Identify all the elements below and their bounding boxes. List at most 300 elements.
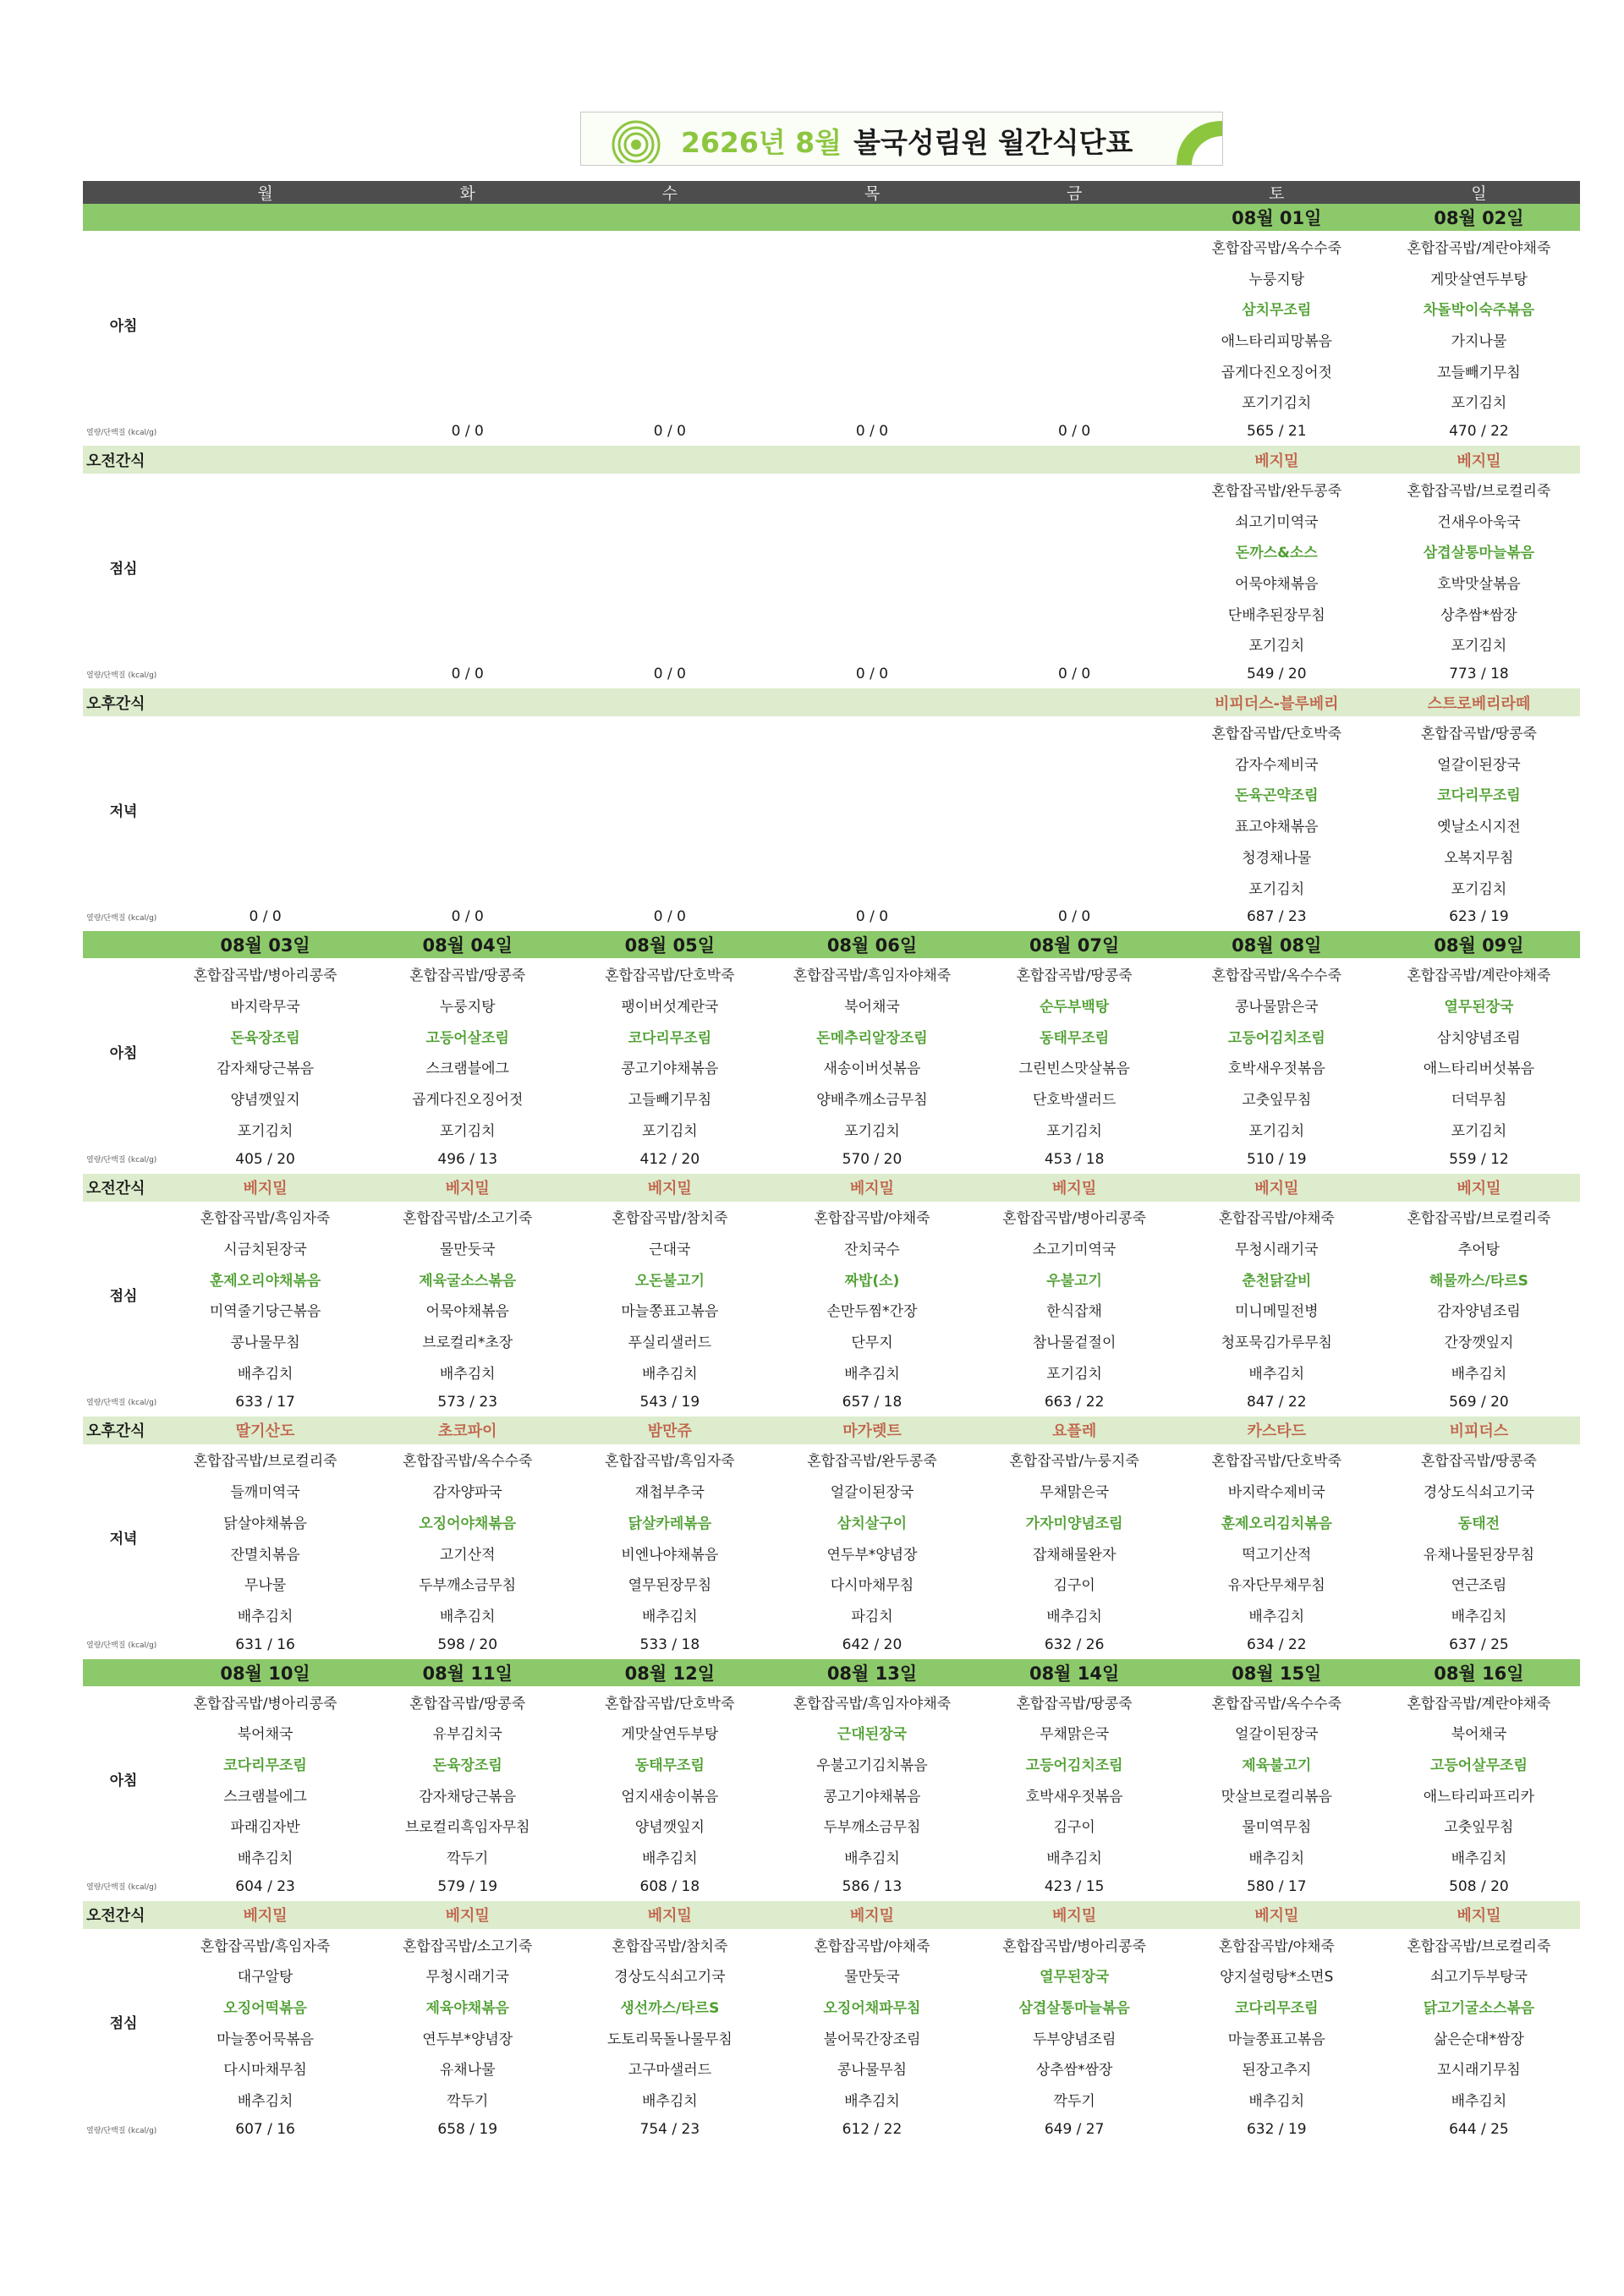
menu-cell: 삼치양념조림: [1437, 1029, 1521, 1047]
menu-row: [83, 716, 1580, 748]
menu-cell: 배추김치: [642, 1608, 698, 1625]
menu-cell: [974, 231, 1176, 262]
menu-cell: 경상도식쇠고기국: [614, 1969, 726, 1986]
kcal-value: 608 / 18: [639, 1877, 700, 1895]
kcal-label: 열량/단백질 (kcal/g): [86, 1641, 157, 1651]
menu-cell: 브로컬리흑임자무침: [404, 1819, 530, 1837]
menu-cell: 들깨미역국: [230, 1484, 300, 1502]
menu-cell: [568, 841, 771, 872]
menu-row: [83, 567, 1580, 598]
menu-cell: [568, 231, 771, 262]
menu-cell: 코다리무조림: [628, 1029, 712, 1047]
menu-cell: 오징어채파무침: [823, 2000, 921, 2018]
menu-cell: [164, 293, 366, 324]
menu-row: [83, 1686, 1580, 1718]
menu-cell: 고들빼기무침: [628, 1091, 712, 1109]
snack-cell: 베지밀: [366, 1174, 568, 1202]
menu-cell: 우불고기: [1046, 1272, 1102, 1290]
menu-cell: 혼합잡곡밥/계란야채죽: [1407, 239, 1551, 257]
menu-cell: 혼합잡곡밥/옥수수죽: [1211, 1695, 1342, 1712]
menu-cell: 포기김치: [1451, 395, 1507, 413]
snack-cell: 베지밀: [974, 1901, 1176, 1929]
menu-row: [83, 1021, 1580, 1052]
date-cell: 08월 16일: [1378, 1659, 1580, 1686]
menu-cell: 포기김치: [1451, 880, 1507, 898]
menu-cell: 된장고추지: [1242, 2062, 1312, 2080]
kcal-value: 559 / 12: [1449, 1150, 1509, 1168]
snack-cell: [771, 688, 973, 716]
kcal-value: 533 / 18: [639, 1636, 700, 1653]
menu-cell: 감자채당근볶음: [217, 1060, 315, 1078]
snack-cell: [366, 688, 568, 716]
menu-cell: [366, 841, 568, 872]
snack-cell: 마가렛트: [771, 1417, 973, 1444]
kcal-value: 754 / 23: [639, 2121, 700, 2138]
menu-cell: 열무된장국: [1040, 1969, 1110, 1986]
menu-cell: [568, 716, 771, 748]
morning_snack-row: [83, 1901, 1580, 1929]
menu-cell: 김구이: [1053, 1577, 1095, 1595]
kcal-value: 632 / 26: [1044, 1636, 1105, 1653]
menu-cell: 배추김치: [844, 1365, 900, 1383]
menu-cell: [366, 293, 568, 324]
menu-cell: 북어채국: [1451, 1726, 1507, 1744]
menu-cell: 감자양념조림: [1437, 1303, 1521, 1321]
menu-cell: 포기기김치: [1242, 395, 1312, 413]
weekday-0: 월: [164, 181, 366, 204]
menu-cell: [568, 262, 771, 293]
menu-cell: [366, 386, 568, 417]
menu-cell: 혼합잡곡밥/옥수수죽: [1211, 239, 1342, 257]
snack-cell: 베지밀: [1378, 1901, 1580, 1929]
menu-cell: 양념깻잎지: [634, 1819, 705, 1837]
menu-cell: [771, 324, 973, 355]
menu-cell: [366, 262, 568, 293]
snack-cell: [568, 446, 771, 474]
menu-row: [83, 231, 1580, 262]
menu-cell: 혼합잡곡밥/소고기죽: [402, 1937, 533, 1955]
kcal-label: 열량/단백질 (kcal/g): [86, 913, 157, 923]
menu-cell: 어묵야채볶음: [425, 1303, 509, 1321]
menu-cell: 혼합잡곡밥/누룽지죽: [1009, 1453, 1139, 1471]
menu-cell: 포기김치: [237, 1122, 294, 1140]
kcal-value: 637 / 25: [1449, 1636, 1509, 1653]
menu-cell: 포기김치: [1046, 1365, 1102, 1383]
menu-cell: 차돌박이숙주볶음: [1423, 302, 1535, 320]
menu-cell: [568, 872, 771, 903]
menu-cell: 무채맑은국: [1040, 1726, 1110, 1744]
menu-cell: [568, 474, 771, 505]
snack-cell: 베지밀: [771, 1174, 973, 1202]
menu-cell: [164, 872, 366, 903]
menu-cell: 배추김치: [844, 1850, 900, 1868]
menu-cell: [771, 567, 973, 598]
menu-cell: [366, 716, 568, 748]
menu-cell: [164, 355, 366, 386]
menu-cell: 혼합잡곡밥/야채죽: [1218, 1937, 1335, 1955]
menu-cell: 닭살카레볶음: [628, 1515, 712, 1532]
snack-cell: 딸기산도: [164, 1417, 366, 1444]
weekday-3: 목: [771, 181, 973, 204]
kcal-value: 586 / 13: [842, 1877, 903, 1895]
header-corner: [83, 181, 164, 204]
menu-cell: 표고야채볶음: [1235, 819, 1319, 836]
menu-cell: 생선까스/타르S: [620, 2000, 720, 2018]
weekday-2: 수: [568, 181, 771, 204]
menu-cell: 배추김치: [439, 1608, 496, 1625]
menu-cell: 혼합잡곡밥/흑임자죽: [200, 1937, 331, 1955]
menu-cell: 닭고기굴소스볶음: [1423, 2000, 1535, 2018]
menu-cell: 마늘쫑어묵볶음: [217, 2030, 315, 2048]
menu-cell: 해물까스/타르S: [1429, 1272, 1528, 1290]
kcal-value: 687 / 23: [1246, 908, 1307, 926]
date-cell: 08월 13일: [771, 1659, 973, 1686]
menu-cell: 꼬시래기무침: [1437, 2062, 1521, 2080]
menu-cell: 돈육곤약조림: [1235, 787, 1319, 805]
menu-cell: [164, 567, 366, 598]
menu-cell: 배추김치: [1451, 1850, 1507, 1868]
menu-cell: 꼬들빼기무침: [1437, 364, 1521, 381]
menu-cell: 누룽지탕: [439, 998, 496, 1016]
kcal-value: 612 / 22: [842, 2121, 903, 2138]
kcal-value: [164, 417, 366, 446]
menu-cell: 혼합잡곡밥/흑임자야채죽: [793, 1695, 952, 1712]
menu-cell: 고기산적: [439, 1546, 496, 1564]
menu-cell: 얼갈이된장국: [830, 1484, 914, 1502]
menu-cell: [568, 505, 771, 536]
kcal-value: 570 / 20: [842, 1150, 903, 1168]
kcal-value: 0 / 0: [451, 666, 484, 683]
menu-row: [83, 1748, 1580, 1779]
menu-cell: 감자채당근볶음: [419, 1788, 517, 1806]
snack-cell: 요플레: [974, 1417, 1176, 1444]
menu-cell: 고춧잎무침: [1242, 1091, 1312, 1109]
menu-row: [83, 1082, 1580, 1114]
menu-cell: 혼합잡곡밥/병아리콩죽: [1002, 1937, 1147, 1955]
menu-cell: 감자양파국: [432, 1484, 502, 1502]
menu-cell: 짜밥(소): [844, 1272, 900, 1290]
menu-cell: 애느타리파프리카: [1423, 1788, 1535, 1806]
menu-cell: 한식잡채: [1046, 1303, 1102, 1321]
menu-cell: 훈제오리야채볶음: [209, 1272, 321, 1290]
menu-cell: 손만두찜*간장: [826, 1303, 918, 1321]
date-cell: 08월 15일: [1176, 1659, 1378, 1686]
menu-cell: [974, 748, 1176, 779]
menu-row: [83, 748, 1580, 779]
menu-cell: [974, 293, 1176, 324]
menu-cell: 얼갈이된장국: [1437, 756, 1521, 774]
afternoon_snack-row: [83, 688, 1580, 716]
menu-cell: 양지설렁탕*소면S: [1220, 1969, 1334, 1986]
kcal-value: 0 / 0: [653, 908, 686, 926]
menu-cell: 물만둣국: [439, 1241, 496, 1259]
menu-cell: 스크램블에그: [223, 1788, 307, 1806]
menu-cell: 혼합잡곡밥/계란야채죽: [1407, 967, 1551, 985]
menu-cell: 유자단무채무침: [1227, 1577, 1325, 1595]
kcal-value: 658 / 19: [437, 2121, 498, 2138]
menu-cell: [366, 809, 568, 841]
menu-cell: 깍두기: [447, 2093, 489, 2111]
kcal-value: 508 / 20: [1449, 1877, 1509, 1895]
menu-cell: [568, 324, 771, 355]
date-band-corner: [83, 1659, 164, 1686]
menu-cell: 배추김치: [1248, 1608, 1305, 1625]
kcal-value: 580 / 17: [1246, 1877, 1307, 1895]
kcal-value: 642 / 20: [842, 1636, 903, 1653]
kcal-label: 열량/단백질 (kcal/g): [86, 671, 157, 680]
menu-cell: 배추김치: [237, 1608, 294, 1625]
menu-cell: [771, 262, 973, 293]
kcal-value: 0 / 0: [855, 908, 889, 926]
menu-cell: 돈까스&소스: [1235, 545, 1318, 562]
menu-cell: 배추김치: [1046, 1850, 1102, 1868]
menu-row: [83, 2022, 1580, 2053]
menu-cell: 재첩부추국: [634, 1484, 705, 1502]
kcal-value: 631 / 16: [235, 1636, 295, 1653]
menu-row: [83, 1475, 1580, 1506]
menu-cell: 혼합잡곡밥/땅콩죽: [1420, 1453, 1537, 1471]
menu-row: [83, 958, 1580, 989]
menu-cell: [164, 231, 366, 262]
menu-row: [83, 386, 1580, 417]
snack-cell: 베지밀: [164, 1901, 366, 1929]
snack-cell: 베지밀: [771, 1901, 973, 1929]
menu-cell: 간장깻잎지: [1444, 1334, 1514, 1352]
menu-cell: 콩나물무침: [837, 2062, 908, 2080]
kcal-value: 657 / 18: [842, 1393, 903, 1411]
menu-cell: 오돈불고기: [634, 1272, 705, 1290]
menu-cell: 소고기미역국: [1032, 1241, 1116, 1259]
menu-row: [83, 474, 1580, 505]
menu-row: [83, 1960, 1580, 1992]
menu-row: [83, 1537, 1580, 1569]
menu-cell: [771, 386, 973, 417]
menu-cell: 경상도식쇠고기국: [1423, 1484, 1535, 1502]
menu-row: [83, 779, 1580, 810]
menu-cell: [771, 748, 973, 779]
menu-cell: [974, 567, 1176, 598]
menu-cell: 누룽지탕: [1248, 271, 1305, 288]
kcal-value: 649 / 27: [1044, 2121, 1105, 2138]
kcal-value: 632 / 19: [1246, 2121, 1307, 2138]
menu-cell: 미역줄기당근볶음: [209, 1303, 321, 1321]
kcal-value: 0 / 0: [1058, 666, 1091, 683]
menu-cell: 김구이: [1053, 1819, 1095, 1837]
menu-cell: 배추김치: [1248, 1850, 1305, 1868]
menu-cell: 호박새우젓볶음: [1227, 1060, 1325, 1078]
menu-cell: 혼합잡곡밥/브로컬리죽: [193, 1453, 337, 1471]
menu-cell: 바지락무국: [230, 998, 300, 1016]
menu-cell: 고등어김치조림: [1227, 1029, 1325, 1047]
kcal-value: 0 / 0: [653, 666, 686, 683]
snack-cell: 베지밀: [1378, 446, 1580, 474]
date-cell: 08월 09일: [1378, 931, 1580, 958]
menu-cell: 가지나물: [1451, 332, 1507, 350]
kcal-row: [83, 1630, 1580, 1659]
weekday-6: 일: [1378, 181, 1580, 204]
menu-row: [83, 355, 1580, 386]
menu-cell: [568, 293, 771, 324]
menu-cell: 콩고기야채볶음: [823, 1788, 921, 1806]
date-cell: 08월 10일: [164, 1659, 366, 1686]
menu-row: [83, 1811, 1580, 1842]
menu-cell: 혼합잡곡밥/단호박죽: [1211, 1453, 1342, 1471]
menu-cell: [974, 629, 1176, 660]
kcal-value: 663 / 22: [1044, 1393, 1105, 1411]
menu-cell: 잔멸치볶음: [230, 1546, 300, 1564]
kcal-value: 453 / 18: [1044, 1150, 1105, 1168]
menu-cell: 바지락수제비국: [1227, 1484, 1325, 1502]
menu-cell: 훈제오리김치볶음: [1221, 1515, 1332, 1532]
menu-cell: 쇠고기미역국: [1235, 513, 1319, 531]
menu-row: [83, 1295, 1580, 1326]
kcal-value: 565 / 21: [1246, 423, 1307, 441]
menu-cell: 단호박샐러드: [1032, 1091, 1116, 1109]
menu-cell: [974, 872, 1176, 903]
menu-cell: [974, 324, 1176, 355]
lunch-label: 점심: [109, 560, 138, 578]
kcal-label: 열량/단백질 (kcal/g): [86, 2126, 157, 2135]
menu-cell: 포기김치: [439, 1122, 496, 1140]
dinner-label: 저녁: [109, 1531, 138, 1548]
weekday-1: 화: [366, 181, 568, 204]
menu-cell: 포기김치: [844, 1122, 900, 1140]
kcal-value: 0 / 0: [1058, 908, 1091, 926]
menu-cell: 파김치: [851, 1608, 893, 1625]
kcal-value: 847 / 22: [1246, 1393, 1307, 1411]
menu-cell: 열무된장무침: [628, 1577, 712, 1595]
menu-cell: 양념깻잎지: [230, 1091, 300, 1109]
kcal-value: 549 / 20: [1246, 666, 1307, 683]
menu-cell: 삼겹살통마늘볶음: [1018, 2000, 1130, 2018]
menu-cell: 엄지새송이볶음: [621, 1788, 719, 1806]
menu-cell: [771, 536, 973, 567]
menu-cell: 마늘쫑표고볶음: [1227, 2030, 1325, 2048]
menu-cell: 배추김치: [1248, 2093, 1305, 2111]
menu-cell: [568, 598, 771, 629]
menu-cell: [568, 355, 771, 386]
menu-cell: 쇠고기두부탕국: [1429, 1969, 1528, 1986]
snack-cell: [164, 688, 366, 716]
date-band-corner: [83, 931, 164, 958]
menu-cell: 상추쌈*쌈장: [1035, 2062, 1113, 2080]
menu-cell: [366, 872, 568, 903]
menu-row: [83, 324, 1580, 355]
menu-row: [83, 1325, 1580, 1356]
menu-cell: 무나물: [244, 1577, 287, 1595]
menu-row: [83, 1114, 1580, 1145]
menu-cell: 콩나물무침: [230, 1334, 300, 1352]
menu-cell: 동태무조림: [1040, 1029, 1110, 1047]
menu-cell: 혼합잡곡밥/땅콩죽: [1016, 967, 1133, 985]
menu-cell: 단배추된장무침: [1227, 606, 1325, 624]
menu-cell: [164, 386, 366, 417]
menu-cell: 맛살브로컬리볶음: [1221, 1788, 1332, 1806]
menu-cell: [366, 748, 568, 779]
menu-cell: 애느타리피망볶음: [1221, 332, 1332, 350]
menu-cell: 깍두기: [447, 1850, 489, 1868]
menu-cell: 혼합잡곡밥/야채죽: [814, 1210, 930, 1228]
menu-cell: 제육불고기: [1242, 1756, 1312, 1774]
menu-cell: [164, 474, 366, 505]
menu-cell: 떡고기산적: [1242, 1546, 1312, 1564]
kcal-value: 0 / 0: [855, 423, 889, 441]
menu-cell: 도토리묵돌나물무침: [606, 2030, 732, 2048]
menu-cell: 더덕무침: [1451, 1091, 1507, 1109]
morning_snack-row: [83, 1174, 1580, 1202]
kcal-value: 0 / 0: [653, 423, 686, 441]
snack-cell: 비피더스: [1378, 1417, 1580, 1444]
menu-cell: 춘천닭갈비: [1242, 1272, 1312, 1290]
menu-cell: 두부깨소금무침: [823, 1819, 921, 1837]
kcal-value: 0 / 0: [249, 908, 282, 926]
menu-cell: 무청시래기국: [425, 1969, 509, 1986]
menu-cell: 혼합잡곡밥/브로컬리죽: [1407, 1937, 1551, 1955]
menu-row: [83, 536, 1580, 567]
menu-cell: [366, 629, 568, 660]
menu-cell: 코다리무조림: [1235, 2000, 1319, 2018]
title-name: 불국성림원 월간식단표: [853, 126, 1133, 159]
menu-row: [83, 841, 1580, 872]
menu-cell: 혼합잡곡밥/참치죽: [612, 1937, 728, 1955]
menu-cell: 삼치무조림: [1242, 302, 1312, 320]
menu-cell: 잡채해물완자: [1032, 1546, 1116, 1564]
morning_snack-label: 오전간식: [83, 1174, 164, 1202]
menu-cell: [366, 598, 568, 629]
date-cell: 08월 06일: [771, 931, 973, 958]
kcal-label: 열량/단백질 (kcal/g): [86, 428, 157, 437]
kcal-label: 열량/단백질 (kcal/g): [86, 1156, 157, 1164]
title-box: [580, 112, 1223, 166]
weekday-5: 토: [1176, 181, 1378, 204]
menu-cell: [366, 231, 568, 262]
menu-cell: 포기김치: [1451, 1122, 1507, 1140]
menu-row: [83, 1444, 1580, 1476]
menu-cell: [164, 748, 366, 779]
menu-cell: 열무된장국: [1444, 998, 1514, 1016]
menu-cell: 그린빈스맛살볶음: [1018, 1060, 1130, 1078]
date-cell: 08월 11일: [366, 1659, 568, 1686]
menu-row: [83, 2053, 1580, 2085]
menu-cell: [164, 324, 366, 355]
menu-cell: [366, 505, 568, 536]
menu-cell: [366, 779, 568, 810]
menu-cell: 닭살야채볶음: [223, 1515, 307, 1532]
menu-cell: [771, 716, 973, 748]
kcal-value: 773 / 18: [1449, 666, 1509, 683]
menu-cell: 두부양념조림: [1032, 2030, 1116, 2048]
menu-cell: 혼합잡곡밥/야채죽: [1218, 1210, 1335, 1228]
menu-cell: 고등어살조림: [425, 1029, 509, 1047]
menu-cell: 물만둣국: [844, 1969, 900, 1986]
menu-cell: [366, 567, 568, 598]
menu-cell: 참나물겉절이: [1032, 1334, 1116, 1352]
kcal-row: [83, 1388, 1580, 1417]
menu-cell: 배추김치: [237, 2093, 294, 2111]
menu-cell: 배추김치: [1451, 2093, 1507, 2111]
menu-row: [83, 1232, 1580, 1263]
kcal-label: 열량/단백질 (kcal/g): [86, 1883, 157, 1893]
kcal-value: 633 / 17: [235, 1393, 295, 1411]
menu-cell: 불어묵간장조림: [823, 2030, 921, 2048]
menu-cell: 배추김치: [1046, 1608, 1102, 1625]
menu-cell: 혼합잡곡밥/흑임자죽: [200, 1210, 331, 1228]
date-cell: [366, 204, 568, 231]
kcal-value: 470 / 22: [1449, 423, 1509, 441]
menu-cell: 제육야채볶음: [425, 2000, 509, 2018]
menu-cell: 새송이버섯볶음: [823, 1060, 921, 1078]
menu-cell: 혼합잡곡밥/옥수수죽: [1211, 967, 1342, 985]
